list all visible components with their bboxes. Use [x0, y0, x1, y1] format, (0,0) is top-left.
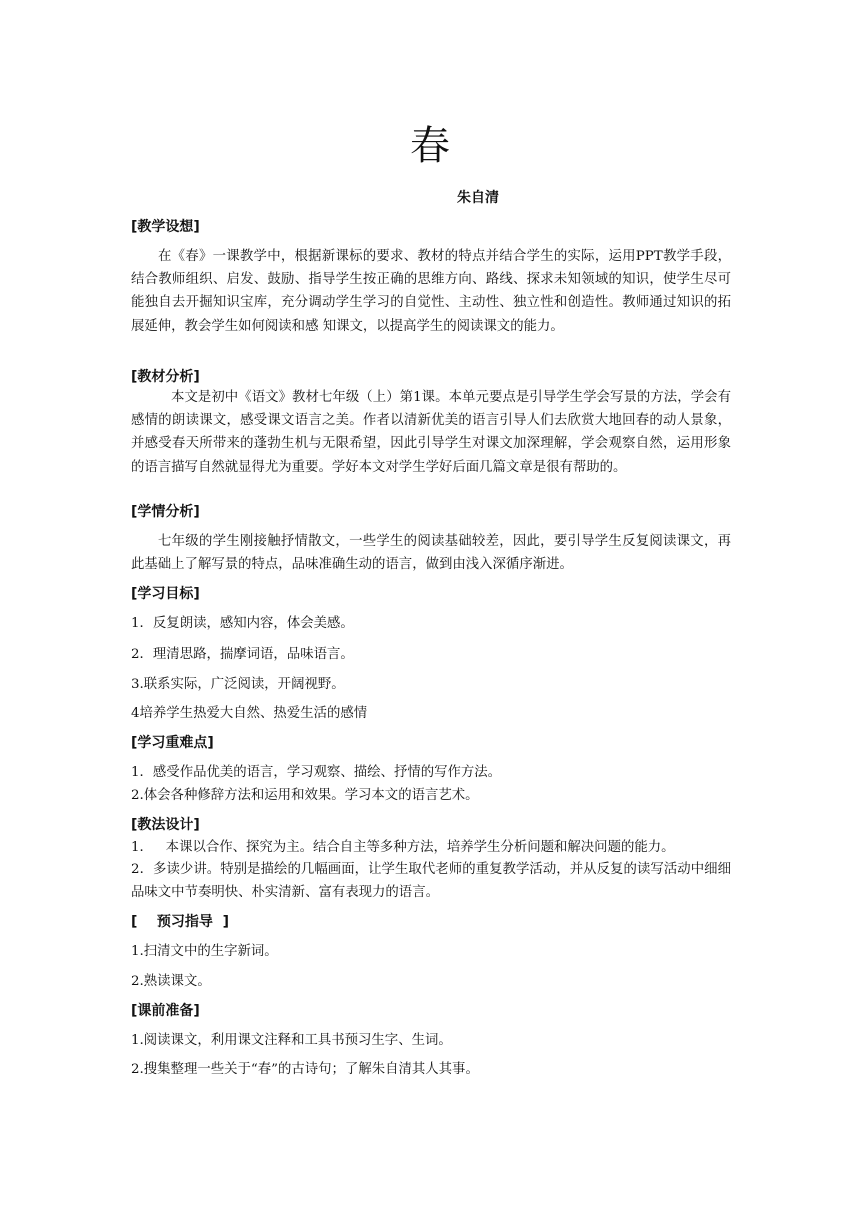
preparation-item: 2.搜集整理一些关于“春”的古诗句；了解朱自清其人其事。: [131, 1062, 479, 1077]
paragraph-material-analysis: 本文是初中《语文》教材七年级（上）第1课。本单元要点是引导学生学会写景的方法，学会有感情的朗读课文，感受课文语言之美。作者以清新优美的语言引导人们去欣赏大地回春的动人景象，并感受春天所带来的蓬勃生机与无限希望，因此引导学生对课文加深理解，学会观察自然，运用形象的语言描写自然就显得尤为重要。学好本文对学生学好后面几篇文章是很有帮助的。: [131, 390, 731, 475]
key-point-item: 2.体会各种修辞方法和运用和效果。学习本文的语言艺术。: [131, 788, 479, 803]
heading-teaching-design: [教学设想]: [131, 219, 200, 235]
preparation-item: 1.阅读课文，利用课文注释和工具书预习生字、生词。: [131, 1033, 452, 1048]
key-point-item: 1．感受作品优美的语言，学习观察、描绘、抒情的写作方法。: [131, 765, 502, 780]
heading-key-points: [学习重难点]: [131, 735, 214, 751]
preview-item: 2.熟读课文。: [131, 974, 211, 989]
method-item: 1． 本课以合作、探究为主。结合自主等多种方法，培养学生分析问题和解决问题的能力。: [131, 840, 675, 855]
heading-learning-goals: [学习目标]: [131, 586, 200, 602]
author-name: 朱自清: [457, 190, 499, 206]
heading-preview-guide: [ 预习指导 ]: [131, 914, 230, 930]
method-item: 2．多读少讲。特别是描绘的几幅画面，让学生取代老师的重复教学活动，并从反复的读写活动中细细品味文中节奏明快、朴实清新、富有表现力的语言。: [131, 862, 731, 901]
preview-item: 1.扫清文中的生字新词。: [131, 944, 278, 959]
heading-teaching-method: [教法设计]: [131, 817, 200, 833]
heading-class-preparation: [课前准备]: [131, 1003, 200, 1019]
goal-item: 1．反复朗读，感知内容，体会美感。: [131, 616, 354, 631]
paragraph-student-analysis: 七年级的学生刚接触抒情散文，一些学生的阅读基础较差，因此，要引导学生反复阅读课文，再此基础上了解写景的特点，品味准确生动的语言，做到由浅入深循序渐进。: [131, 534, 731, 573]
paragraph-teaching-design: 在《春》一课教学中，根据新课标的要求、教材的特点并结合学生的实际，运用PPT教学手段，结合教师组织、启发、鼓励、指导学生按正确的思维方向、路线、探求未知领域的知识，使学生尽可能独自去开掘知识宝库，充分调动学生学习的自觉性、主动性、独立性和创造性。教师通过知识的拓展延伸，教会学生如何阅读和感 知课文，以提高学生的阅读课文的能力。: [131, 249, 731, 334]
goal-item: 3.联系实际，广泛阅读，开阔视野。: [131, 677, 345, 692]
heading-student-analysis: [学情分析]: [131, 504, 200, 520]
goal-item: 2．理清思路，揣摩词语，品味语言。: [131, 647, 354, 662]
heading-material-analysis: [教材分析]: [131, 369, 200, 385]
document-title: 春: [410, 123, 450, 169]
goal-item: 4培养学生热爱大自然、热爱生活的感情: [131, 706, 368, 721]
